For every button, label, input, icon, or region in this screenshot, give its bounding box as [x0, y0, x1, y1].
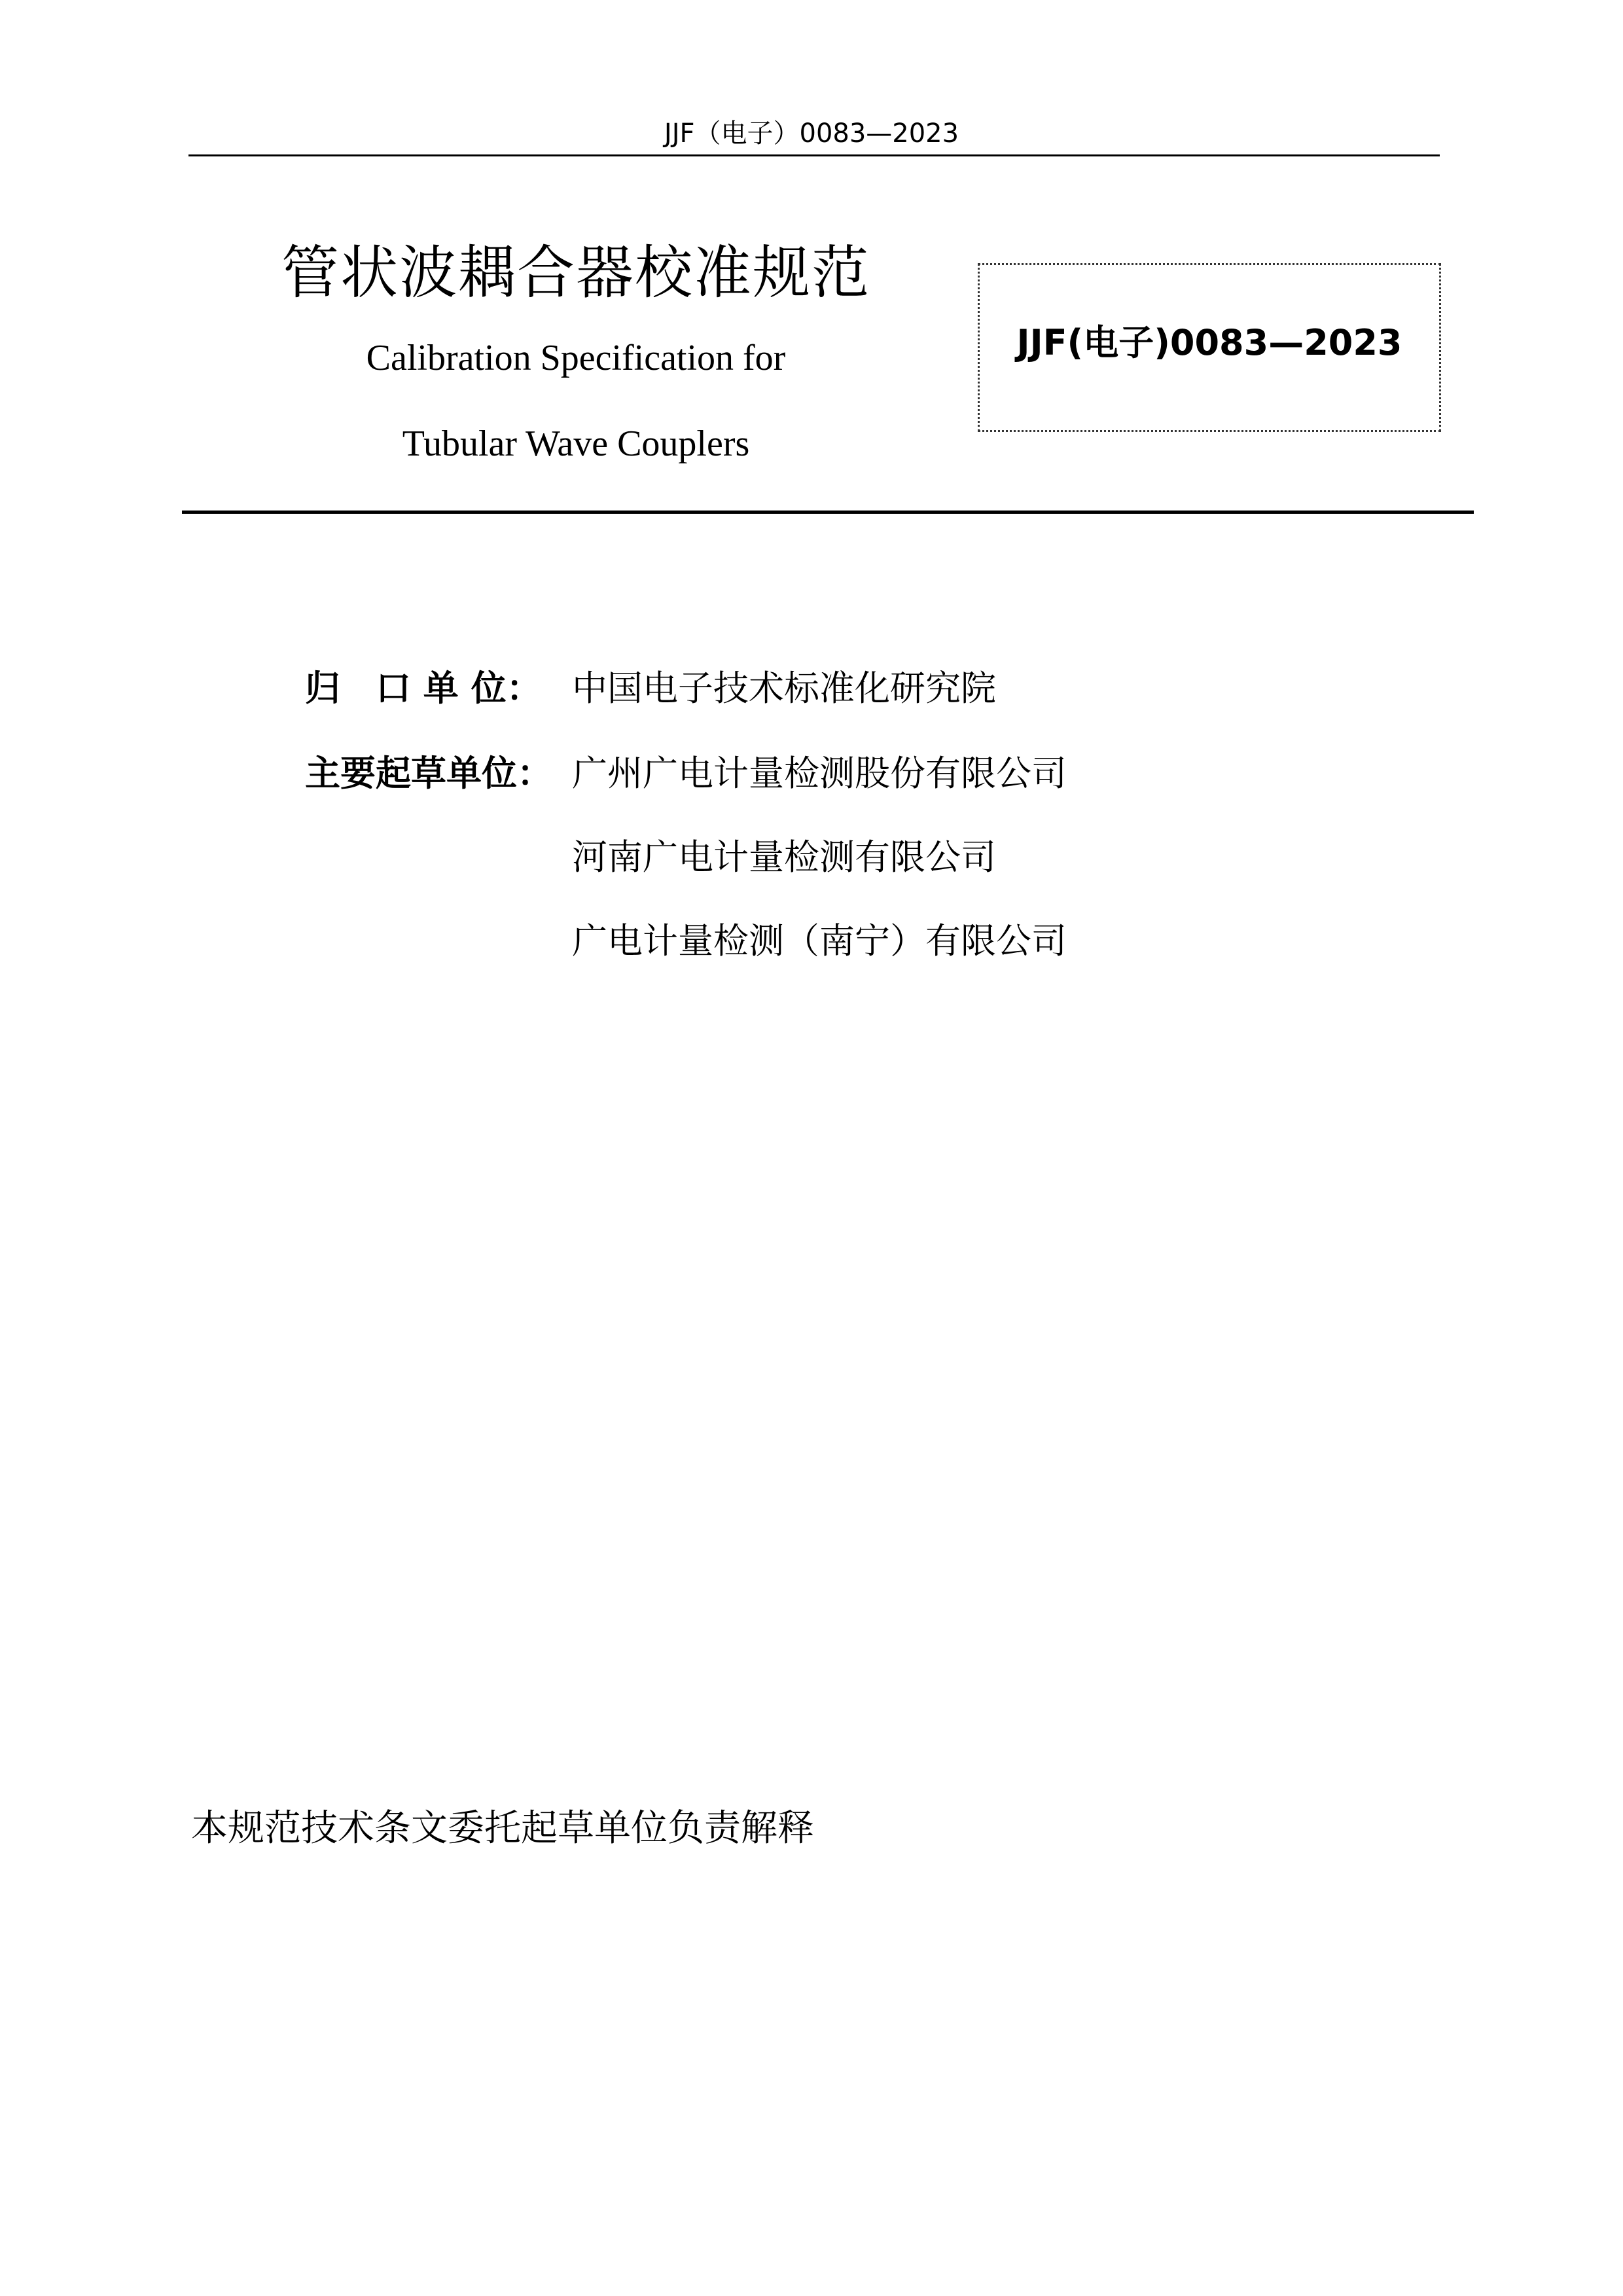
responsible-unit-value: 中国电子技术标准化研究院: [572, 668, 996, 709]
standard-code-box-text: JJF(电子)0083—2023: [1016, 322, 1402, 363]
interpretation-note: 本规范技术条文委托起草单位负责解释: [191, 1807, 814, 1850]
document-title-english-line2: Tubular Wave Couplers: [402, 423, 750, 464]
title-divider: [182, 511, 1474, 514]
header-standard-code: JJF（电子）0083—2023: [664, 118, 959, 149]
standard-code-box: [978, 263, 1441, 432]
document-title-chinese: 管状波耦合器校准规范: [281, 239, 870, 306]
header-divider: [188, 154, 1440, 156]
responsible-unit-label: 归 口 单 位：: [305, 668, 542, 709]
document-title-english-line1: Calibration Specification for: [366, 338, 786, 378]
drafting-unit-value: 河南广电计量检测有限公司: [572, 836, 996, 878]
drafting-unit-value: 广州广电计量检测股份有限公司: [572, 753, 1067, 794]
drafting-unit-label: 主要起草单位：: [305, 753, 552, 794]
drafting-unit-value: 广电计量检测（南宁）有限公司: [572, 920, 1067, 961]
